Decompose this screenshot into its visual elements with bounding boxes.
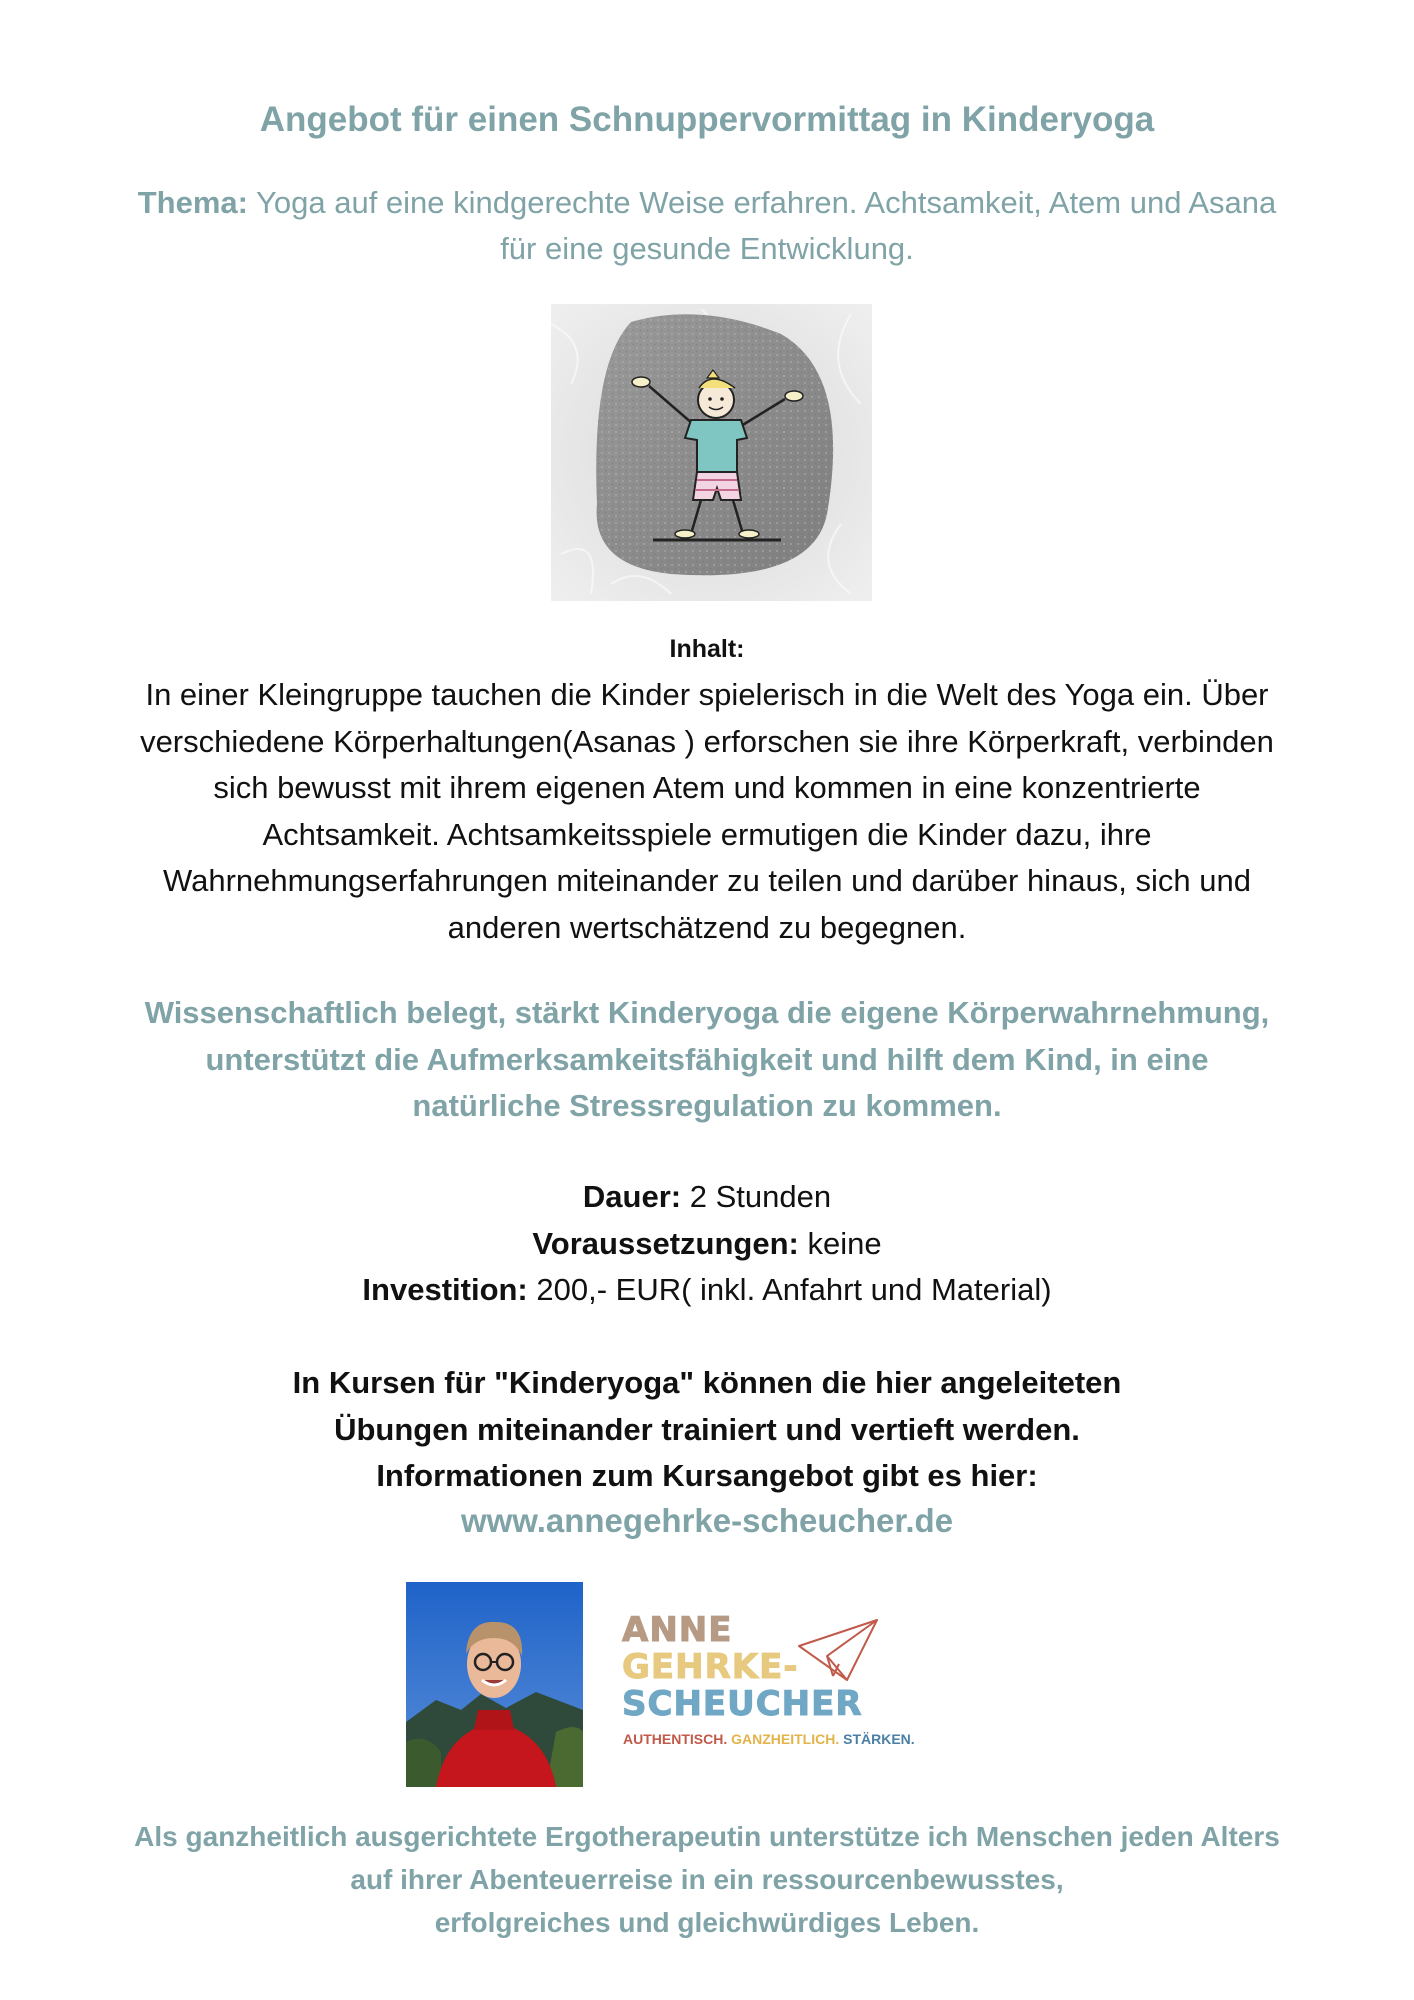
duration-label: Dauer:: [582, 1179, 682, 1214]
content-line: verschiedene Körperhaltungen(Asanas ) erforschen sie ihre Körperkraft, verbinden: [140, 723, 1274, 759]
content-paragraph: [90, 672, 1324, 951]
science-paragraph: [0, 990, 1414, 1130]
content-line: sich bewusst mit ihrem eigenen Atem und kommen in eine konzentrierte: [213, 770, 1201, 805]
logo-line-anne: ANNE: [622, 1610, 733, 1650]
courses-paragraph: [0, 1360, 1414, 1500]
logo-tagline-staerken: STÄRKEN.: [843, 1731, 915, 1747]
requirements-value: keine: [807, 1225, 882, 1261]
courses-line: Informationen zum Kursangebot gibt es hier:: [376, 1458, 1038, 1493]
content-line: anderen wertschätzend zu begegnen.: [447, 909, 967, 945]
science-line: Wissenschaftlich belegt, stärkt Kinderyoga die eigene Körperwahrnehmung,: [144, 995, 1270, 1030]
portrait-photo: [406, 1582, 583, 1787]
bio-paragraph: [0, 1815, 1414, 1944]
price-label: Investition:: [362, 1272, 528, 1307]
page-title: Angebot für einen Schnuppervormittag in Kinderyoga: [259, 100, 1155, 139]
paper-plane-icon: [797, 1618, 879, 1688]
price-value: 200,- EUR( inkl. Anfahrt und Material): [536, 1272, 1052, 1307]
website-link[interactable]: www.annegehrke-scheucher.de: [460, 1502, 954, 1539]
painted-stone-image: [551, 304, 872, 601]
requirements-line: [0, 1221, 1414, 1268]
brand-logo: [622, 1610, 915, 1755]
bio-line: Als ganzheitlich ausgerichtete Ergotherapeutin unterstütze ich Menschen jeden Alters: [134, 1821, 1280, 1852]
courses-line: Übungen miteinander trainiert und vertieft werden.: [334, 1411, 1080, 1447]
content-line: Wahrnehmungserfahrungen miteinander zu teilen und darüber hinaus, sich und: [163, 863, 1251, 898]
theme-text-1: Yoga auf eine kindgerechte Weise erfahren. Achtsamkeit, Atem und Asana: [256, 185, 1277, 220]
bio-line: auf ihrer Abenteuerreise in ein ressourcenbewusstes,: [350, 1864, 1064, 1895]
science-line: unterstützt die Aufmerksamkeitsfähigkeit und hilft dem Kind, in eine: [205, 1041, 1209, 1077]
requirements-label: Voraussetzungen:: [532, 1225, 799, 1261]
courses-line: In Kursen für "Kinderyoga" können die hier angeleiteten: [292, 1365, 1122, 1400]
theme-line-1: [0, 180, 1414, 226]
logo-tagline-authentisch: AUTHENTISCH.: [623, 1731, 728, 1747]
duration-line: [0, 1174, 1414, 1221]
logo-line-scheucher: SCHEUCHER: [622, 1684, 863, 1724]
science-line: natürliche Stressregulation zu kommen.: [412, 1088, 1002, 1123]
logo-tagline: [623, 1731, 915, 1747]
content-heading: Inhalt:: [669, 635, 745, 663]
bio-line: erfolgreiches und gleichwürdiges Leben.: [434, 1907, 980, 1938]
logo-tagline-ganzheitlich: GANZHEITLICH.: [731, 1731, 840, 1747]
facts-block: [0, 1174, 1414, 1314]
theme-paragraph: [0, 180, 1414, 272]
content-line: Achtsamkeit. Achtsamkeitsspiele ermutigen die Kinder dazu, ihre: [262, 816, 1152, 852]
content-line: In einer Kleingruppe tauchen die Kinder spielerisch in die Welt des Yoga ein. Über: [145, 677, 1269, 712]
theme-label: Thema:: [137, 185, 248, 220]
theme-line-2: für eine gesunde Entwicklung.: [500, 231, 914, 266]
duration-value: 2 Stunden: [689, 1179, 832, 1214]
price-line: [0, 1267, 1414, 1314]
logo-line-gehrke: GEHRKE-: [622, 1647, 799, 1687]
